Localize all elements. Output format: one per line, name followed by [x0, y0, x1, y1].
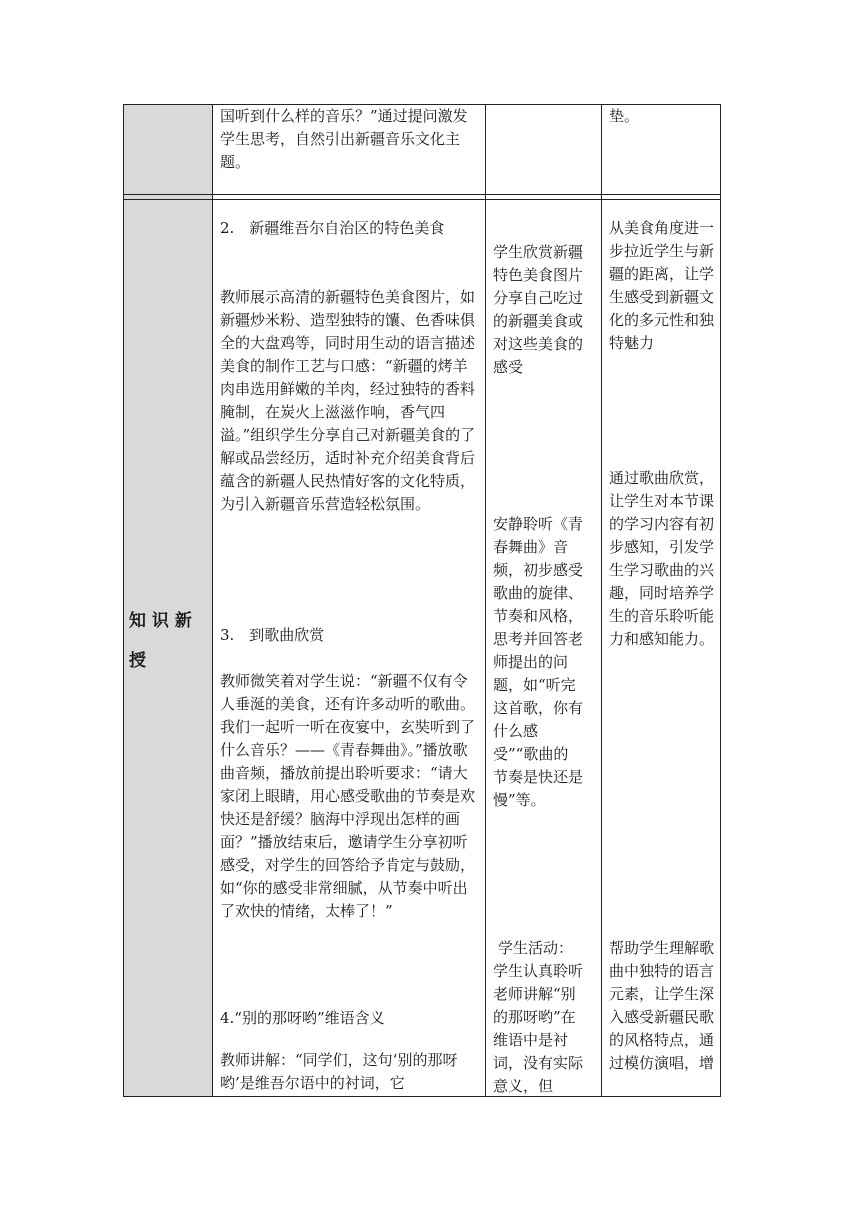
teacher-activity-text: 国听到什么样的音乐？”通过提问激发学生思考，自然引出新疆音乐文化主题。	[220, 107, 468, 171]
section-body-food: 教师展示高清的新疆特色美食图片，如新疆炒米粉、造型独特的馕、色香味俱全的大盘鸡等，同时用生动的语言描述美食的制作工艺与口感：“新疆的烤羊肉串选用鲜嫩的羊肉，经过独特的香料腌制，在炭火上滋滋作响，香气四溢。”组织学生分享自己对新疆美食的了解或品尝经历，适时补充介绍美食背后蕴含的新疆人民热情好客的文化特质，为引入新疆音乐营造轻松氛围。	[220, 288, 476, 513]
teacher-activity-cell	[220, 1007, 480, 1030]
topic-line: 授	[129, 651, 146, 671]
student-activity-label: 学生活动：	[498, 939, 574, 957]
column-divider	[485, 104, 486, 1097]
student-activity-cell	[493, 937, 593, 1098]
lesson-plan-table	[123, 104, 721, 1097]
section-body-song: 教师微笑着对学生说：“新疆不仅有令人垂涎的美食，还有许多动听的歌曲。我们一起听一听在夜宴中，玄奘听到了什么音乐？——《青春舞曲》。”播放歌曲音频，播放前提出聆听要求：“请大家闭上眼睛，用心感受歌曲的节奏是欢快还是舒缓？脑海中浮现出怎样的画面？”播放结束后，邀请学生分享初听感受，对学生的回答给予肯定与鼓励，如“你的感受非常细腻，从节奏中听出了欢快的情绪，太棒了！”	[220, 672, 476, 920]
student-activity-cell	[493, 241, 583, 379]
design-intent-cell	[609, 937, 715, 1075]
column-divider	[212, 104, 213, 1097]
section-title-food: 2. 新疆维吾尔自治区的特色美食	[220, 219, 445, 237]
teacher-activity-cell	[220, 217, 480, 240]
table-border-right	[720, 104, 721, 1097]
column-divider	[601, 104, 602, 1097]
table-border-left	[123, 104, 124, 1097]
section-body-lyrics: 教师讲解：“同学们，这句‘别的那呀哟’是维吾尔语中的衬词，它	[220, 1051, 458, 1092]
teacher-activity-cell	[220, 286, 480, 516]
design-intent-text: 垫。	[609, 107, 640, 125]
design-intent-text: 通过歌曲欣赏，让学生对本节课的学习内容有初步感知，引发学生学习歌曲的兴趣，同时培养学生的音乐聆听能力和感知能力。	[609, 469, 715, 648]
student-activity-text: 学生认真聆听老师讲解“别的那呀哟”在维语中是衬词，没有实际意义，但	[493, 962, 584, 1095]
design-intent-cell	[609, 467, 715, 651]
teacher-activity-cell	[220, 670, 480, 923]
teacher-activity-cell	[220, 1049, 480, 1095]
design-intent-text: 从美食角度进一步拉近学生与新疆的距离，让学生感受到新疆文化的多元性和独特魅力	[609, 219, 715, 352]
design-intent-text: 帮助学生理解歌曲中独特的语言元素，让学生深入感受新疆民歌的风格特点，通过模仿演唱，增	[609, 939, 715, 1072]
section-topic-label	[129, 601, 209, 681]
section-title-lyrics: 4.“别的那呀哟”维语含义	[220, 1009, 385, 1027]
section-title-song: 3. 到歌曲欣赏	[220, 626, 325, 644]
student-activity-text: 安静聆听《青春舞曲》音频，初步感受歌曲的旋律、节奏和风格，思考并回答老师提出的问题，如“听完这首歌，你有什么感受”“歌曲的节奏是快还是慢”等。	[493, 515, 584, 809]
teacher-activity-cell	[220, 624, 480, 647]
design-intent-cell	[609, 105, 715, 128]
topic-line: 知 识 新	[129, 611, 192, 631]
student-activity-cell	[493, 513, 583, 812]
design-intent-cell	[609, 217, 715, 355]
teacher-activity-cell	[220, 105, 480, 174]
student-activity-text: 学生欣赏新疆特色美食图片分享自己吃过的新疆美食或对这些美食的感受	[493, 243, 584, 376]
